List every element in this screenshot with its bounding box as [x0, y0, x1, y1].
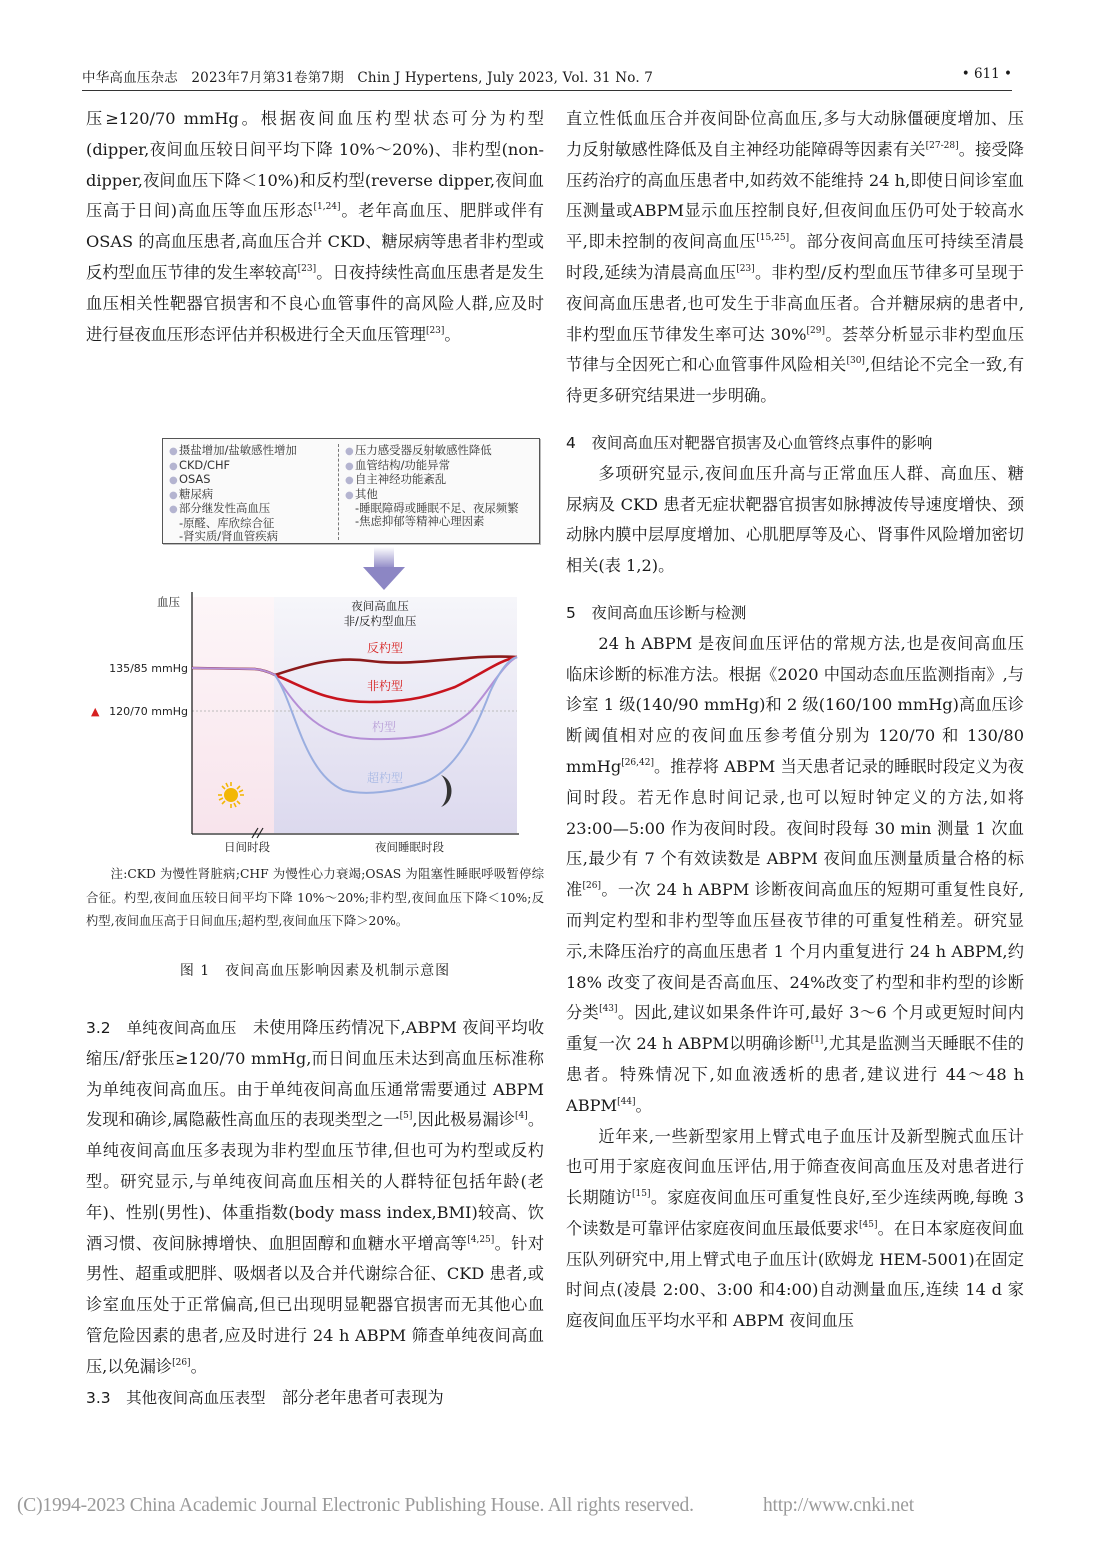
citation: [27-28] [925, 140, 959, 151]
section-title-4: 4 夜间高血压对靶器官损害及心血管终点事件的影响 [566, 433, 933, 452]
page-number: • 611 • [961, 66, 1012, 82]
citation: [4] [515, 1111, 528, 1122]
journal-name-cn: 中华高血压杂志 [82, 70, 178, 86]
text: 。非杓型/反杓型血压节律多可呈现于夜间高血压患者,也可发生于非高血压者。合并糖尿病的患者中,非杓型血压节律发生率可达 30% [566, 262, 1025, 344]
citation: [26] [582, 881, 601, 892]
figure-caption: 图 1 夜间高血压影响因素及机制示意图 [179, 963, 451, 979]
paragraph-orthostatic [566, 104, 1024, 412]
left-column-top [86, 104, 544, 350]
text: 。部分夜间高血压可持续至清晨时段,延续为清晨高血压 [566, 232, 1024, 282]
citation: [23] [425, 325, 445, 336]
text: 。老年高血压、肥胖或伴有 OSAS 的高血压患者,高血压合并 CKD、糖尿病等患者非杓型或反杓型血压节律的发生率较高 [86, 201, 544, 282]
text: 。在日本家庭夜间血压队列研究中,用上臂式电子血压计(欧姆龙 HEM-5001)在固定时间点(凌晨 2:00、3:00 和4:00)自动测量血压,连续 14 d 家庭夜间血压平均水平和 ABPM 夜间血压 [566, 1218, 1025, 1331]
bullet-icon: ● [169, 489, 178, 501]
citation: [1,24] [313, 202, 341, 213]
text: 未使用降压药情况下,ABPM 夜间平均收缩压/舒张压≥120/70 mmHg,而日间血压未达到高血压标准称为单纯夜间高血压。由于单纯夜间高血压通常需要通过 ABPM 发现和确诊,属隐蔽性高血压的表现类型之一 [86, 1018, 545, 1130]
series-label-reverse-dipper: 反杓型 [367, 641, 404, 655]
y-axis-label: 血压 [157, 595, 180, 609]
series-label-extreme-dipper: 超杓型 [367, 771, 404, 785]
chart-title-line1: 夜间高血压 [351, 599, 409, 613]
bullet-icon: ● [169, 475, 178, 487]
section-title-3-2: 3.2 单纯夜间高血压 [86, 1019, 237, 1037]
citation: [5] [399, 1111, 413, 1122]
factor-text: 糖尿病 [179, 486, 214, 501]
text: ,但结论不完全一致,有待更多研究结果进一步明确。 [566, 355, 1025, 406]
footer-url[interactable]: http://www.cnki.net [763, 1495, 914, 1516]
series-label-non-dipper: 非杓型 [367, 679, 404, 693]
section-4-paragraph: 多项研究显示,夜间血压升高与正常血压人群、高血压、糖尿病及 CKD 患者无症状靶器官损害如脉搏波传导速度增快、颈动脉内膜中层厚度增加、心肌肥厚等及心、肾事件风险增加密切相关(表 1,2)。 [566, 463, 1024, 576]
citation: [15] [632, 1189, 651, 1200]
x-label-daytime: 日间时段 [224, 840, 270, 854]
citation: [43] [599, 1004, 618, 1015]
citation: [26,42] [621, 757, 654, 768]
text: 。 [444, 324, 461, 344]
citation: [15,25] [756, 233, 790, 244]
text: 压≥120/70 mmHg。根据夜间血压杓型状态可分为杓型(dipper,夜间血压较日间平均下降 10%～20%)、非杓型(non-dipper,夜间血压下降＜10%)和反杓型(reverse dipper,夜间血压高于日间)高血压等血压形态 [86, 109, 544, 221]
triangle-marker-icon: ▲ [91, 705, 100, 718]
factor-text: 压力感受器反射敏感性降低 [355, 443, 492, 457]
series-label-dipper: 杓型 [372, 720, 397, 734]
home-bp-paragraph [566, 1122, 1024, 1338]
factor-text: 部分继发性高血压 [179, 501, 271, 516]
figure-note: 注:CKD 为慢性肾脏病;CHF 为慢性心力衰竭;OSAS 为阻塞性睡眠呼吸暂停综合征。杓型,夜间血压较日间平均下降 10%～20%;非杓型,夜间血压下降＜10%;反杓型,夜间血压高于日间血压;超杓型,夜间血压下降＞20%。 [86, 867, 544, 928]
section-title-3-3: 3.3 其他夜间高血压表型 [86, 1388, 266, 1407]
factor-subitem: -原醛、库欣综合征 [179, 515, 275, 530]
factor-subitem: -焦虑抑郁等精神心理因素 [355, 513, 485, 528]
paragraph-dipper-types [86, 104, 544, 350]
text: ,因此极易漏诊 [412, 1110, 516, 1130]
citation: [29] [806, 325, 826, 336]
factor-text: 摄盐增加/盐敏感性增加 [179, 443, 297, 457]
running-header [82, 62, 1012, 91]
reference-label-135-85: 135/85 mmHg [109, 662, 188, 675]
bullet-icon: ● [169, 460, 178, 472]
text: 部分老年患者可表现为 [265, 1387, 444, 1407]
citation: [45] [859, 1219, 878, 1230]
citation: [23] [736, 263, 755, 274]
bullet-icon: ● [345, 475, 354, 487]
text: ,尤其是监测当天睡眠不佳的患者。特殊情况下,如血液透析的患者,建议进行 44～48 h ABPM [566, 1034, 1024, 1115]
citation: [23] [297, 263, 317, 274]
chart-title-line2: 非/反杓型血压 [343, 614, 417, 628]
blood-pressure-chart [91, 432, 550, 862]
down-arrow-icon [363, 547, 405, 590]
text: 。 [190, 1356, 207, 1376]
journal-citation [82, 66, 653, 86]
copyright-text: (C)1994-2023 China Academic Journal Electronic Publishing House. All rights reserved. [17, 1495, 694, 1516]
factor-subitem: -肾实质/肾血管疾病 [179, 528, 279, 543]
text: 直立性低血压合并夜间卧位高血压,多与大动脉僵硬度增加、压力反射敏感性降低及自主神经功能障碍等因素有关 [566, 109, 1024, 159]
bullet-icon: ● [345, 460, 354, 472]
bullet-icon: ● [169, 504, 178, 516]
text: 。一次 24 h ABPM 诊断夜间高血压的短期可重复性良好,而判定杓型和非杓型等血压昼夜节律的可重复性稍差。研究显示,未降压治疗的高血压患者 1 个月内重复进行 24 h ABPM,约 18% 改变了夜间是否高血压、24%改变了杓型和非杓型的诊断分类 [566, 880, 1024, 1023]
bullet-icon: ● [345, 489, 354, 501]
right-column [566, 104, 1024, 1337]
left-column-bottom [86, 1013, 544, 1413]
factor-text: 血管结构/功能异常 [355, 457, 450, 472]
factor-text: 自主神经功能紊乱 [355, 472, 447, 487]
text: 24 h ABPM 是夜间血压评估的常规方法,也是夜间高血压临床诊断的标准方法。根据《2020 中国动态血压监测指南》,与诊室 1 级(140/90 mmHg)和 2 级(160/100 mmHg)高血压诊断阈值相对应的夜间血压参考值分别为 120/70 和 130/80 mmHg [566, 633, 1024, 776]
citation: [26] [172, 1357, 191, 1368]
bullet-icon: ● [169, 446, 178, 457]
factor-text: OSAS [179, 472, 211, 487]
factor-text: 其他 [355, 486, 378, 501]
figure-1 [91, 432, 550, 862]
citation: [30] [846, 356, 865, 367]
text: 。日夜持续性高血压患者是发生血压相关性靶器官损害和不良心血管事件的高风险人群,应及时进行昼夜血压形态评估并积极进行全天血压管理 [86, 262, 545, 344]
text: 近年来,一些新型家用上臂式电子血压计及新型腕式血压计也可用于家庭夜间血压评估,用于筛查夜间高血压及对患者进行长期随访 [566, 1126, 1024, 1208]
factor-subitem: -睡眠障碍或睡眠不足、夜尿频繁 [355, 501, 519, 516]
citation: [44] [617, 1096, 636, 1107]
journal-name-en: Chin J Hypertens, July 2023, Vol. 31 No. 7 [357, 70, 654, 86]
reference-label-120-70: 120/70 mmHg [109, 705, 188, 718]
text: 。接受降压药治疗的高血压患者中,如药效不能维持 24 h,即使日间诊室血压测量或ABPM显示血压控制良好,但夜间血压仍可处于较高水平,即未控制的夜间高血压 [566, 139, 1024, 252]
text: 。荟萃分析显示非杓型血压节律与全因死亡和心血管事件风险相关 [566, 324, 1025, 375]
citation: [4,25] [467, 1234, 495, 1245]
bullet-icon: ● [345, 446, 354, 457]
section-5-paragraph [566, 629, 1024, 1122]
text: 。单纯夜间高血压多表现为非杓型血压节律,但也可为杓型或反杓型。研究显示,与单纯夜间高血压相关的人群特征包括年龄(老年)、性别(男性)、体重指数(body mass index,BMI)较高、饮酒习惯、夜间脉搏增快、血胆固醇和血糖水平增高等 [86, 1110, 544, 1253]
issue-cn: 2023年7月第31卷第7期 [191, 70, 344, 86]
section-3-2 [86, 1013, 544, 1383]
x-label-nighttime: 夜间睡眠时段 [375, 840, 444, 854]
section-3-3 [86, 1383, 544, 1414]
text: 。针对男性、超重或肥胖、吸烟者以及合并代谢综合征、CKD 患者,或诊室血压处于正常偏高,但已出现明显靶器官损害而无其他心血管危险因素的患者,应及时进行 24 h ABPM 筛查单纯夜间高血压,以免漏诊 [86, 1233, 545, 1376]
section-title-5: 5 夜间高血压诊断与检测 [566, 603, 747, 622]
text: 。因此,建议如果条件许可,最好 3～6 个月或更短时间内重复一次 24 h ABPM以明确诊断 [566, 1003, 1025, 1054]
text: 。推荐将 ABPM 当天患者记录的睡眠时段定义为夜间时段。若无作息时间记录,也可以短时钟定义的方法,如将 23:00—5:00 作为夜间时段。夜间时段每 30 min 测量 1 次血压,最少有 7 个有效读数是 ABPM 夜间血压测量质量合格的标准 [566, 756, 1024, 900]
text: 。家庭夜间血压可重复性良好,至少连续两晚,每晚 3 个读数是可靠评估家庭夜间血压最低要求 [566, 1188, 1025, 1238]
citation: [1] [810, 1035, 824, 1046]
factor-text: CKD/CHF [179, 457, 231, 472]
text: 。 [635, 1095, 652, 1115]
